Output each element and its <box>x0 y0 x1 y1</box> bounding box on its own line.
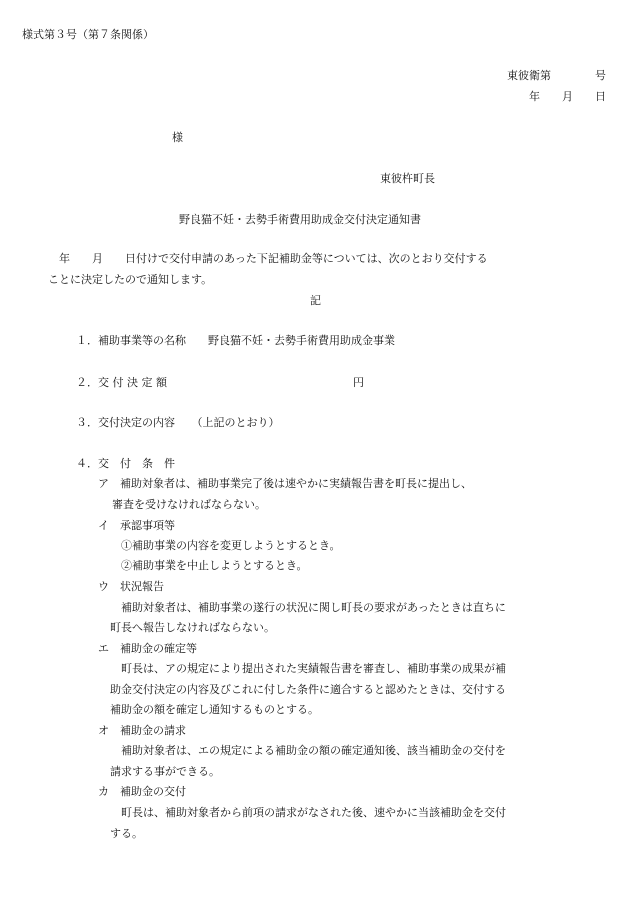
document-title: 野良猫不妊・去勢手術費用助成金交付決定通知書 <box>179 213 421 226</box>
condition-u-line-1: 補助対象者は、補助事業の遂行の状況に関し町長の要求があったときは直ちに <box>121 601 506 614</box>
document-number: 東彼衛第 号 <box>507 69 606 82</box>
item-2-label: ２．交 付 決 定 額 <box>76 376 167 389</box>
item-2-unit: 円 <box>353 376 364 389</box>
condition-ka-heading: カ 補助金の交付 <box>98 785 186 798</box>
condition-u-heading: ウ 状況報告 <box>98 580 164 593</box>
condition-i-item-1: ①補助事業の内容を変更しようとするとき。 <box>121 539 341 552</box>
condition-o-line-1: 補助対象者は、エの規定による補助金の額の確定通知後、該当補助金の交付を <box>121 744 506 757</box>
item-4: ４．交 付 条 件 <box>76 457 175 470</box>
condition-e-line-1: 町長は、アの規定により提出された実績報告書を審査し、補助事業の成果が補 <box>121 662 506 675</box>
issuer-name: 東彼杵町長 <box>380 172 435 185</box>
condition-e-heading: エ 補助金の確定等 <box>98 642 197 655</box>
intro-line-1: 年 月 日付けで交付申請のあった下記補助金等については、次のとおり交付する <box>48 252 488 265</box>
condition-i-item-2: ②補助事業を中止しようとするとき。 <box>121 559 308 572</box>
condition-a-text: 審査を受けなければならない。 <box>112 498 266 511</box>
ki-heading: 記 <box>310 294 321 307</box>
issue-date: 年 月 日 <box>529 90 606 103</box>
form-number: 様式第３号（第７条関係） <box>22 28 154 41</box>
condition-o-line-2: 請求する事ができる。 <box>110 765 220 778</box>
condition-ka-line-1: 町長は、補助対象者から前項の請求がなされた後、速やかに当該補助金を交付 <box>121 806 506 819</box>
item-3: ３．交付決定の内容 （上記のとおり） <box>76 416 280 429</box>
condition-a-heading: ア 補助対象者は、補助事業完了後は速やかに実績報告書を町長に提出し、 <box>98 477 472 490</box>
condition-o-heading: オ 補助金の請求 <box>98 724 186 737</box>
condition-i-heading: イ 承認事項等 <box>98 519 175 532</box>
intro-line-2: ことに決定したので通知します。 <box>48 273 213 286</box>
condition-u-line-2: 町長へ報告しなければならない。 <box>110 621 275 634</box>
condition-e-line-3: 補助金の額を確定し通知するものとする。 <box>110 703 319 716</box>
condition-e-line-2: 助金交付決定の内容及びこれに付した条件に適合すると認めたときは、交付する <box>110 683 506 696</box>
item-1: １．補助事業等の名称 野良猫不妊・去勢手術費用助成金事業 <box>76 334 395 347</box>
recipient-honorific: 様 <box>172 131 183 144</box>
condition-ka-line-2: する。 <box>110 827 143 840</box>
